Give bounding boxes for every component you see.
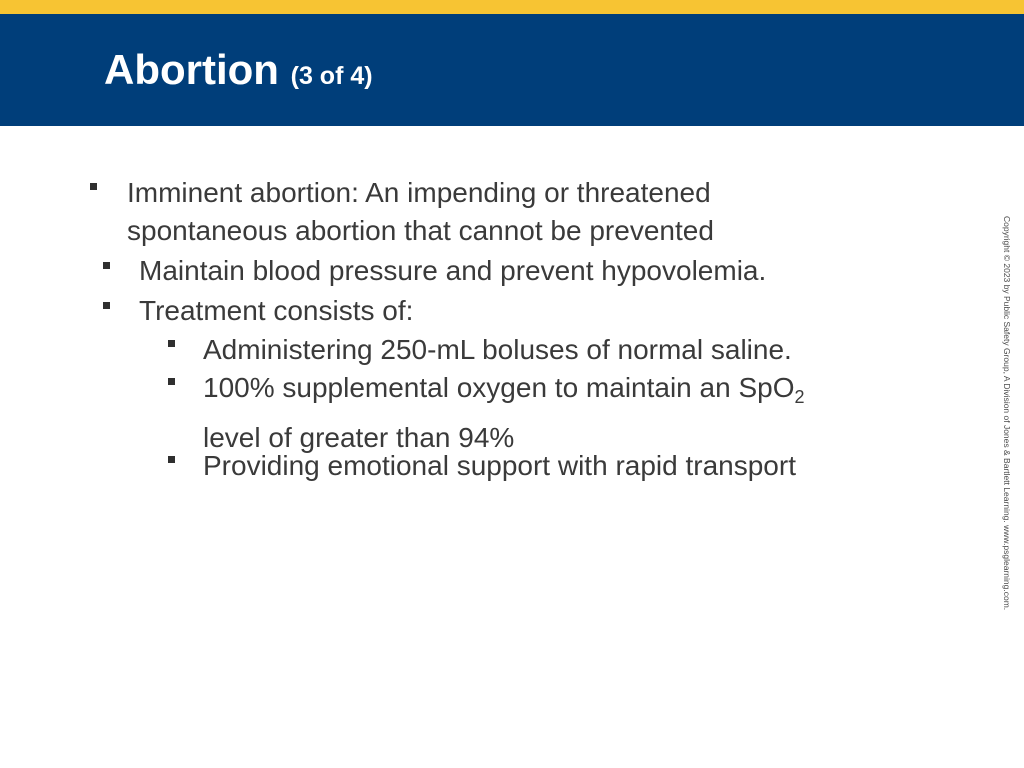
bullet-marker <box>168 340 175 347</box>
bullet-marker <box>103 262 110 269</box>
bullet-text-line2: spontaneous abortion that cannot be prevented <box>127 215 714 246</box>
bullet-text: Providing emotional support with rapid transport <box>203 450 796 481</box>
subscript-2: 2 <box>794 387 805 407</box>
title-main: Abortion <box>104 46 279 93</box>
bullet-text-line1: 100% supplemental oxygen to maintain an SpO <box>203 372 795 403</box>
bullet-item-maintain-bp <box>139 252 899 290</box>
bullet-marker <box>103 302 110 309</box>
bullet-text: Maintain blood pressure and prevent hypovolemia. <box>139 255 767 286</box>
bullet-item-saline <box>203 331 943 369</box>
bullet-text: Administering 250-mL boluses of normal saline. <box>203 334 792 365</box>
bullet-text: Treatment consists of: <box>139 295 414 326</box>
copyright-notice: Copyright © 2023 by Public Safety Group, A Division of Jones & Bartlett Learning. www.psglearning.com. <box>1002 216 1012 611</box>
bullet-text-line1: Imminent abortion: An impending or threatened <box>127 177 711 208</box>
bullet-item-imminent-abortion <box>127 174 887 250</box>
title-suffix: (3 of 4) <box>290 62 373 90</box>
bullet-item-emotional-support <box>203 447 943 485</box>
bullet-marker <box>168 456 175 463</box>
bullet-item-oxygen <box>203 369 943 457</box>
bullet-text-line2: level of greater than 94% <box>203 422 515 453</box>
bullet-item-treatment <box>139 292 899 330</box>
bullet-marker <box>90 183 97 190</box>
bullet-marker <box>168 378 175 385</box>
